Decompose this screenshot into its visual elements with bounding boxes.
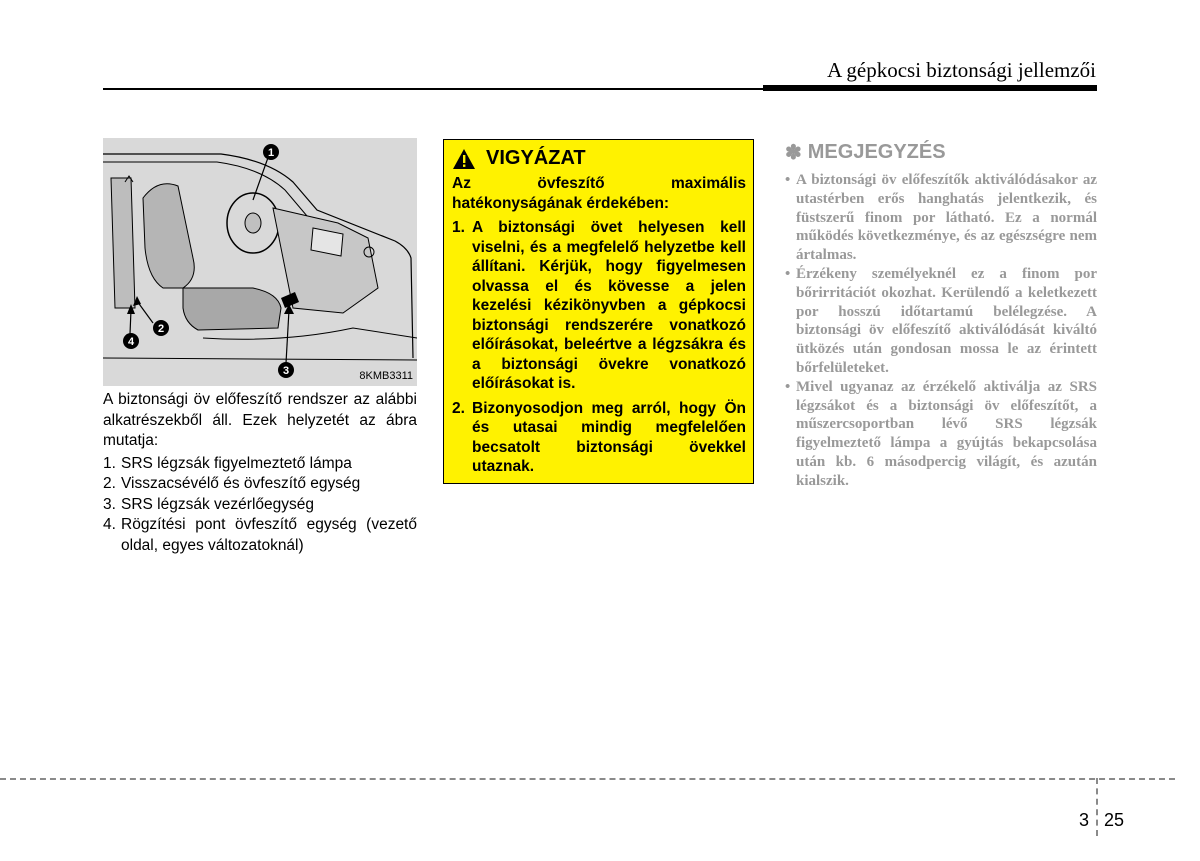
list-item-text: Érzékeny személyeknél ez a finom por bőrirritációt okozhat. Kerülendő a keletkezett por hosszú időtartamú belélegzése. A biztonsági öv előfeszítő aktiválódását kiváltó ütközés után gondosan mossa le az érintett bőrfelületeket.: [796, 265, 1097, 376]
component-description: [103, 390, 417, 556]
bullet-icon: •: [785, 265, 791, 282]
callout-2-label: 2: [157, 323, 165, 335]
note-title: MEGJEGYZÉS: [807, 141, 946, 163]
bullet-icon: •: [785, 378, 791, 395]
warning-triangle-icon: [452, 148, 476, 170]
list-item-text: Mivel ugyanaz az érzékelő aktiválja az SRS légzsákot és a biztonsági öv előfeszítőt, a műszercsoportban lévő SRS légzsák figyelmeztető lámpa a gyújtás bekapcsolása után kb. 6 másodpercig világít, és azután kialszik.: [796, 378, 1097, 489]
caution-header: [452, 148, 746, 170]
list-item: [452, 399, 746, 477]
list-item-number: 4.: [103, 516, 116, 533]
list-item-number: 2.: [103, 475, 116, 492]
list-item: [785, 171, 1097, 265]
list-item: [103, 474, 417, 495]
caution-title: VIGYÁZAT: [486, 147, 586, 170]
list-item: [452, 218, 746, 394]
list-item-text: SRS légzsák figyelmeztető lámpa: [121, 454, 352, 472]
callout-1-label: 1: [267, 147, 275, 159]
callout-4-label: 4: [127, 336, 135, 348]
note-section: [785, 140, 1097, 491]
list-item-text: A biztonsági övet helyesen kell viselni, és a megfelelő helyzetbe kell állítani. Kérjük, hogy figyelmesen olvassa el és kövesse a jelen kezelési kézikönyvben a gépkocsi biztonsági rendszerére vonatkozó előírásokat, beleértve a légzsákra és a biztonsági övekre vonatkozó előírásokat is.: [472, 219, 746, 392]
note-list: [785, 171, 1097, 491]
header-rule-accent: [763, 85, 1097, 91]
list-item-text: SRS légzsák vezérlőegység: [121, 495, 314, 513]
bullet-icon: •: [785, 172, 791, 188]
pretensioner-illustration: [103, 138, 417, 386]
list-item: [785, 378, 1097, 491]
footer-divider: [1096, 778, 1098, 836]
component-intro: A biztonsági öv előfeszítő rendszer az alábbi alkatrészekből áll. Ezek helyzetét az ábra mutatja:: [103, 391, 417, 449]
caution-box: [443, 139, 754, 484]
list-item-number: 1.: [452, 219, 465, 236]
page-chapter-number: 3: [1079, 810, 1090, 830]
list-item-text: Bizonyosodjon meg arról, hogy Ön és utasai mindig megfelelően becsatolt biztonsági övekkel utaznak.: [472, 399, 746, 475]
list-item: [103, 454, 417, 475]
component-list: [103, 454, 417, 557]
caution-list: [452, 218, 746, 477]
page-number: 25: [1104, 810, 1125, 830]
caution-intro: Az övfeszítő maximális hatékonyságának érdekében:: [452, 175, 746, 212]
callout-3-label: 3: [282, 365, 290, 377]
note-symbol-icon: ✽: [785, 142, 802, 164]
list-item-text: Rögzítési pont övfeszítő egység (vezető oldal, egyes változatoknál): [121, 516, 417, 554]
list-item-number: 2.: [452, 399, 465, 417]
footer-rule: [0, 778, 1175, 780]
figure-code: 8KMB3311: [359, 370, 413, 382]
list-item-text: A biztonsági öv előfeszítők aktiválódásakor az utastérben erős hanghatás jelentkezik, és füstszerű finom por látható. Ez a normál működés következménye, és az egészségre nem ártalmas.: [796, 172, 1097, 264]
page-header-title: A gépkocsi biztonsági jellemzői: [827, 58, 1096, 82]
note-header: [785, 140, 1097, 165]
list-item-number: 1.: [103, 454, 116, 472]
list-item: [785, 265, 1097, 378]
callout-labels: [103, 138, 417, 386]
list-item: [103, 495, 417, 516]
list-item-number: 3.: [103, 495, 116, 513]
list-item-text: Visszacsévélő és övfeszítő egység: [121, 475, 361, 492]
list-item: [103, 515, 417, 556]
